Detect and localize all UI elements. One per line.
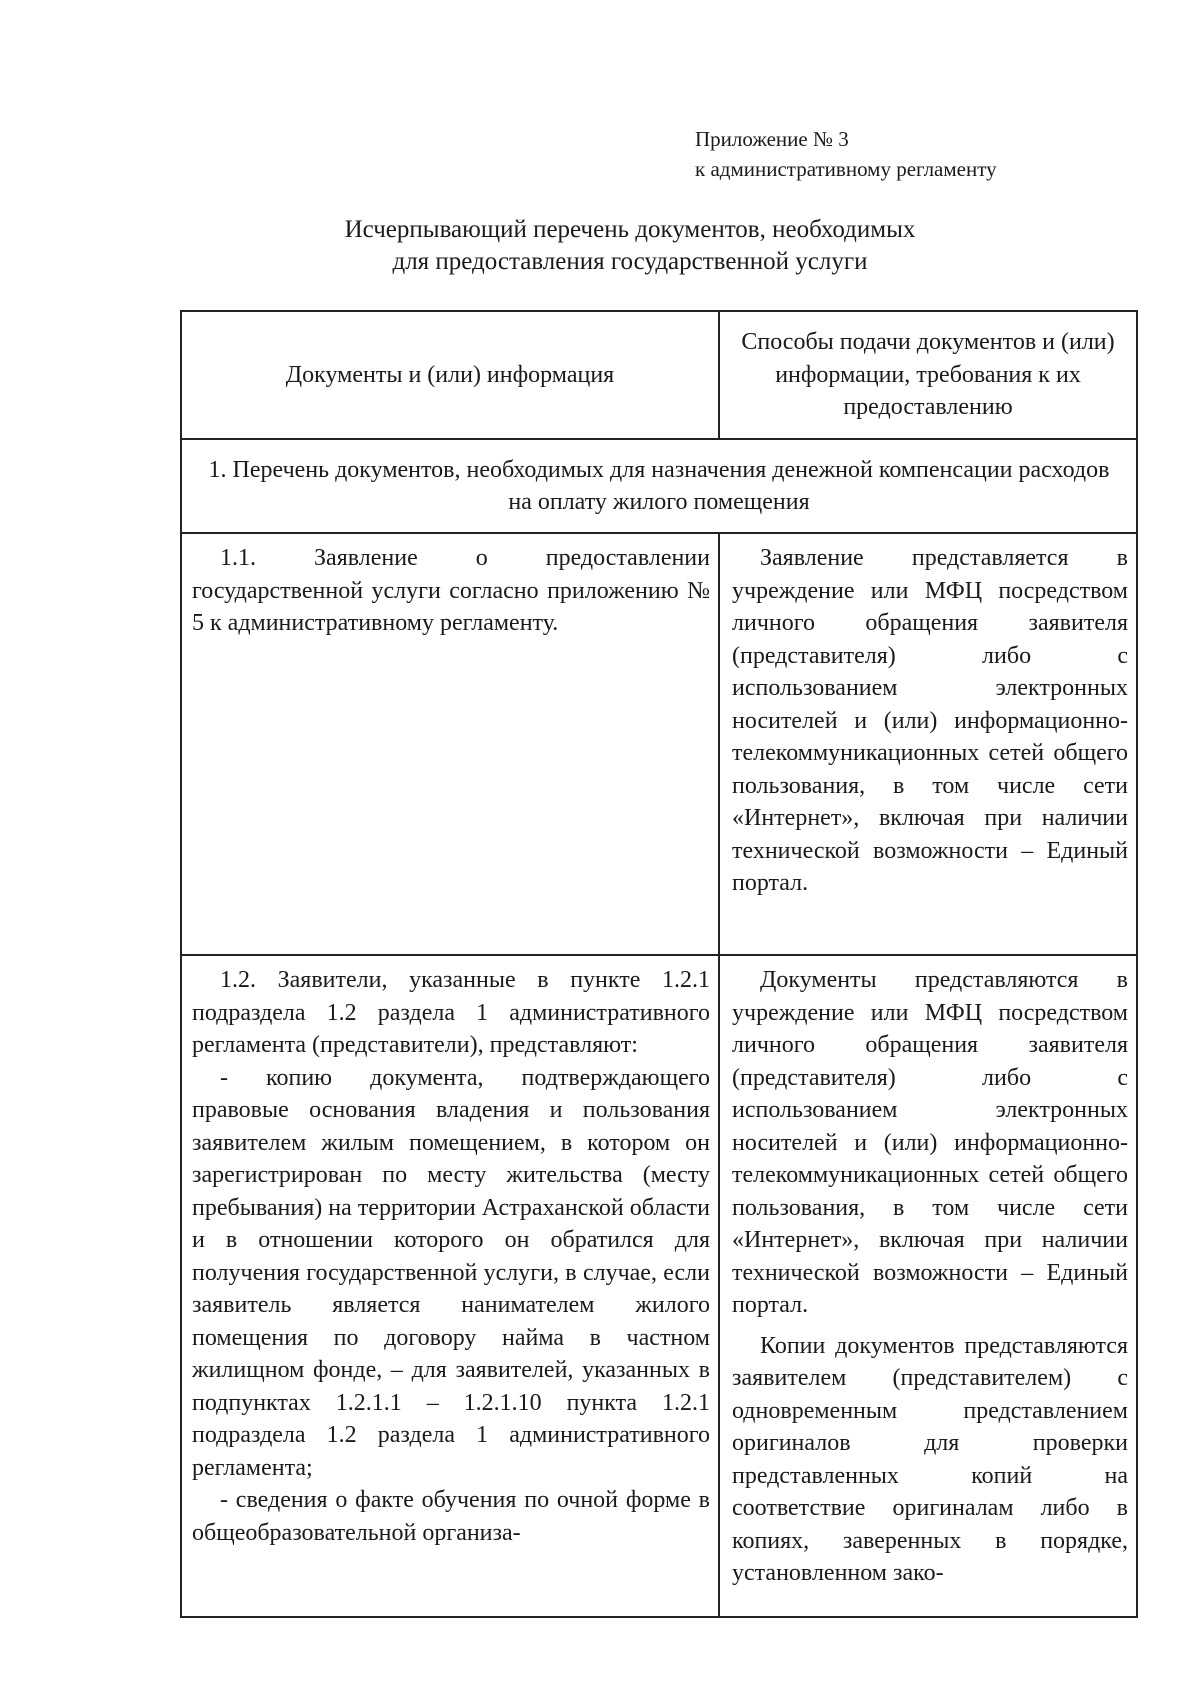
row-1-document-text: 1.1. Заявление о предоставлении государственной услуги согласно приложению № 5 к административному регламенту.: [192, 545, 710, 636]
table-header-row: [182, 312, 1136, 440]
section-1-title: 1. Перечень документов, необходимых для назначения денежной компенсации расходов на оплату жилого помещения: [208, 457, 1110, 515]
row-1-method: [720, 534, 1136, 954]
row-2-document-item-2: - сведения о факте обучения по очной форме в общеобразовательной организа-: [192, 1487, 710, 1546]
table-row: [182, 534, 1136, 956]
row-1-method-text: Заявление представляется в учреждение или МФЦ посредством личного обращения заявителя (представителя) либо с использованием электронных носителей и (или) информационно-телекоммуникационных сетей общего пользования, в том числе сети «Интернет», включая при наличии технической возможности – Единый портал.: [732, 545, 1128, 896]
section-row: [182, 440, 1136, 534]
appendix-line-2: к административному регламенту: [695, 157, 997, 181]
appendix-note: [695, 124, 997, 184]
row-1-document: [182, 534, 720, 954]
row-2-document-intro: 1.2. Заявители, указанные в пункте 1.2.1 подраздела 1.2 раздела 1 административного регламента (представители), представляют:: [192, 967, 710, 1058]
header-documents: Документы и (или) информация: [182, 312, 720, 438]
document-title: [300, 214, 960, 278]
row-2-document-item-1: - копию документа, подтверждающего правовые основания владения и пользования заявителем жилым помещением, в котором он зарегистрирован по месту жительства (месту пребывания) на территории Астраханской области и в отношении которого он обратился для получения государственной услуги, в случае, если заявитель является нанимателем жилого помещения по договору найма в частном жилищном фонде, – для заявителей, указанных в подпунктах 1.2.1.1 – 1.2.1.10 пункта 1.2.1 подраздела 1.2 раздела 1 административного регламента;: [192, 1064, 710, 1481]
header-submission-methods: Способы подачи документов и (или) информации, требования к их предоставлению: [741, 329, 1115, 421]
row-2-document: [182, 956, 720, 1616]
documents-table: [180, 310, 1138, 1618]
row-2-method-text-1: Документы представляются в учреждение или МФЦ посредством личного обращения заявителя (представителя) либо с использованием электронных носителей и (или) информационно-телекоммуникационных сетей общего пользования, в том числе сети «Интернет», включая при наличии технической возможности – Единый портал.: [732, 967, 1128, 1318]
appendix-line-1: Приложение № 3: [695, 127, 849, 151]
title-line-2: для предоставления государственной услуги: [392, 248, 868, 275]
row-2-method-text-2: Копии документов представляются заявителем (представителем) с одновременным представлением оригиналов для проверки представленных копий на соответствие оригиналам либо в копиях, заверенных в порядке, установленном зако-: [732, 1332, 1128, 1586]
row-2-method: [720, 956, 1136, 1616]
title-line-1: Исчерпывающий перечень документов, необходимых: [344, 216, 916, 243]
table-row: [182, 956, 1136, 1616]
